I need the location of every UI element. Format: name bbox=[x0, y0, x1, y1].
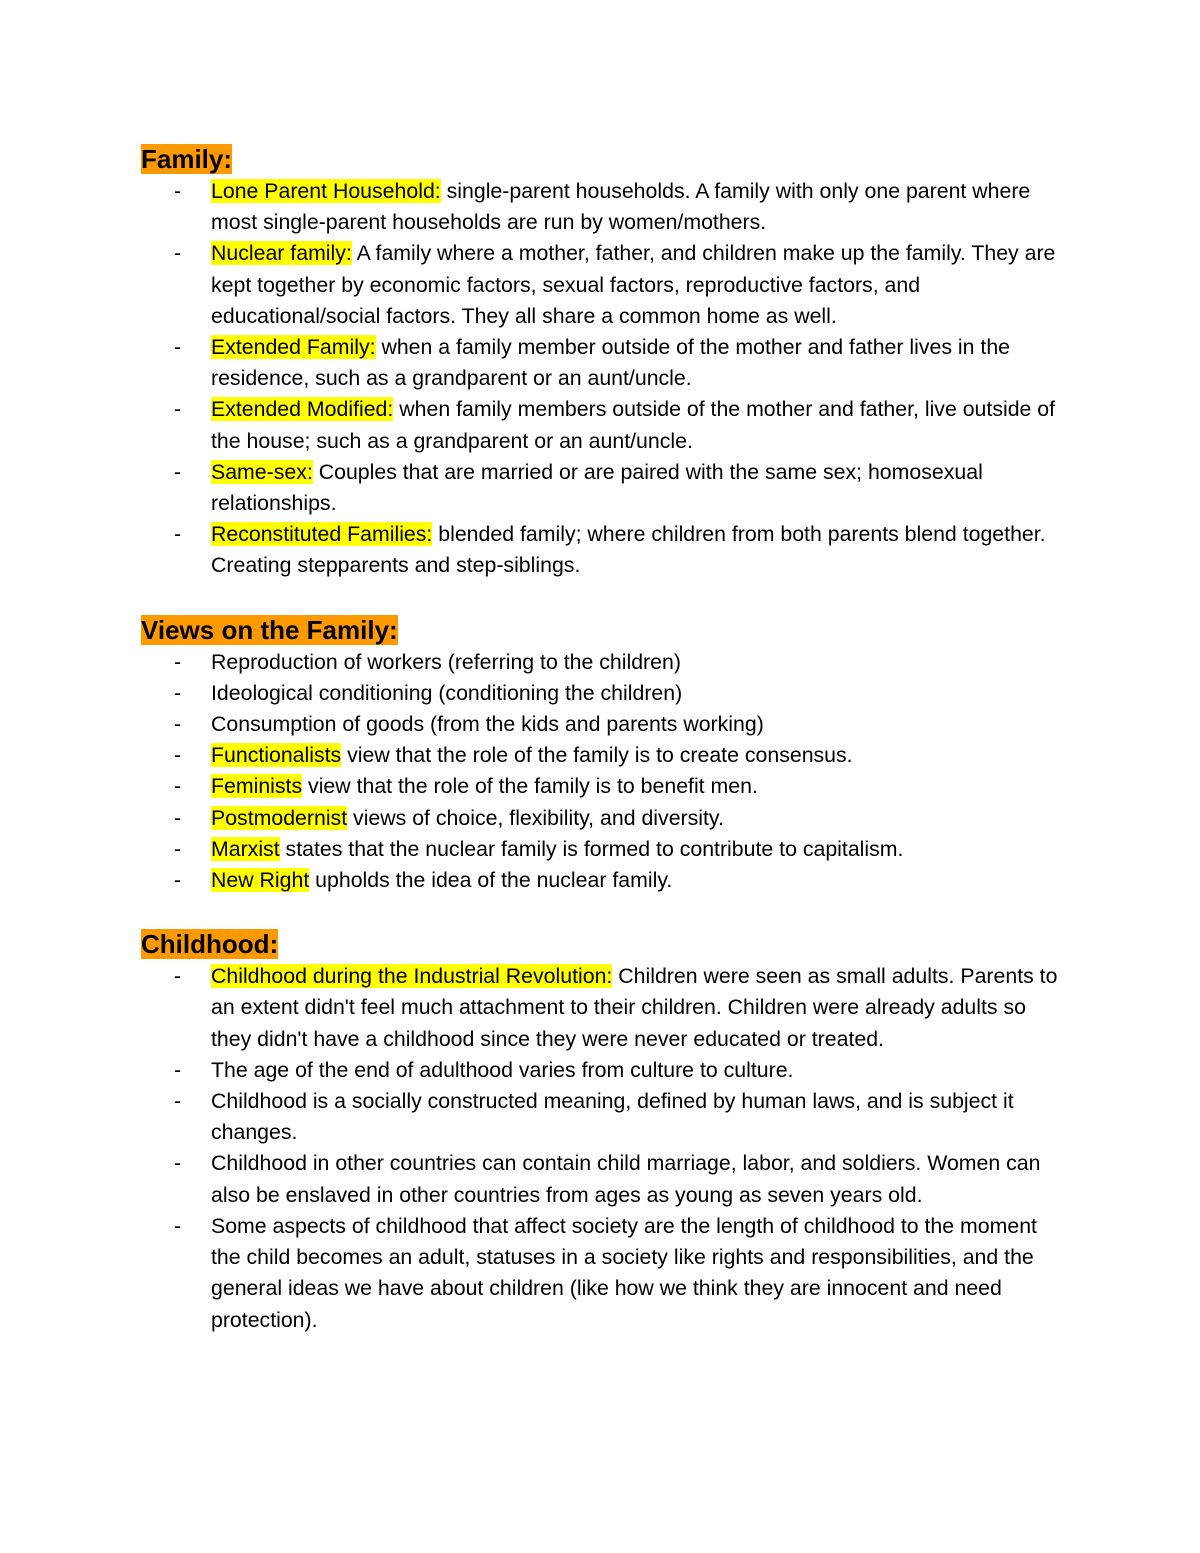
section-childhood bbox=[141, 927, 1071, 1335]
item-text: view that the role of the family is to create consensus. bbox=[341, 743, 853, 768]
item-text: Some aspects of childhood that affect society are the length of childhood to the moment the child becomes an adult, statuses in a society like rights and responsibilities, and the general ideas we have about children (like how we think they are innocent and need protection). bbox=[211, 1213, 1037, 1332]
bullet-dash: - bbox=[174, 397, 182, 422]
list-item bbox=[141, 740, 1071, 771]
document-body bbox=[141, 142, 1071, 1336]
highlighted-term: Feminists bbox=[211, 774, 303, 799]
list-item bbox=[141, 647, 1071, 678]
highlighted-term: Postmodernist bbox=[211, 805, 348, 830]
section-heading-text: Views on the Family: bbox=[141, 614, 398, 645]
highlighted-term: Extended Family: bbox=[211, 335, 376, 360]
highlighted-term: New Right bbox=[211, 868, 310, 893]
highlighted-term: Reconstituted Families: bbox=[211, 522, 433, 547]
item-text: The age of the end of adulthood varies from culture to culture. bbox=[211, 1057, 794, 1082]
item-text: Childhood in other countries can contain child marriage, labor, and soldiers. Women can also be enslaved in other countries from ages as young as seven years old. bbox=[211, 1151, 1041, 1207]
section-views-on-the-family bbox=[141, 613, 1071, 897]
item-text: A family where a mother, father, and children make up the family. They are kept together by economic factors, sexual factors, reproductive factors, and educational/social factors. They all share a common home as well. bbox=[211, 241, 1056, 328]
bullet-dash: - bbox=[174, 179, 182, 203]
item-text: Reproduction of workers (referring to the children) bbox=[211, 649, 681, 674]
highlighted-term: Lone Parent Household: bbox=[211, 179, 441, 203]
highlighted-term: Childhood during the Industrial Revolution: bbox=[211, 964, 613, 989]
highlighted-term: Extended Modified: bbox=[211, 397, 394, 422]
list-item bbox=[141, 457, 1071, 519]
bullet-dash: - bbox=[174, 836, 182, 861]
list-item bbox=[141, 394, 1071, 456]
item-text: when a family member outside of the mother and father lives in the residence, such as a grandparent or an aunt/uncle. bbox=[211, 335, 1011, 391]
bullet-dash: - bbox=[174, 459, 182, 484]
section-family bbox=[141, 142, 1071, 582]
list-item bbox=[141, 865, 1071, 896]
item-text: states that the nuclear family is formed to contribute to capitalism. bbox=[279, 836, 904, 861]
item-text: Couples that are married or are paired with the same sex; homosexual relationships. bbox=[211, 459, 983, 516]
section-heading-text: Childhood: bbox=[141, 929, 279, 960]
item-text: view that the role of the family is to benefit men. bbox=[302, 774, 758, 799]
list-item bbox=[141, 332, 1071, 394]
item-text: Children were seen as small adults. Parents to an extent didn't feel much attachment to their children. Children were already adults so they didn't have a childhood since they were never educated or treated. bbox=[211, 964, 1058, 1051]
list-item bbox=[141, 803, 1071, 834]
section-heading bbox=[141, 927, 1071, 961]
item-text: views of choice, flexibility, and diversity. bbox=[347, 805, 724, 830]
bullet-dash: - bbox=[174, 964, 182, 989]
bullet-dash: - bbox=[174, 649, 182, 674]
list-item bbox=[141, 709, 1071, 740]
list-item bbox=[141, 519, 1071, 581]
section-heading bbox=[141, 142, 1071, 176]
highlighted-term: Same-sex: bbox=[211, 459, 313, 484]
section-heading bbox=[141, 613, 1071, 647]
bullet-dash: - bbox=[174, 805, 182, 830]
bullet-dash: - bbox=[174, 774, 182, 799]
highlighted-term: Marxist bbox=[211, 836, 280, 861]
bullet-dash: - bbox=[174, 1057, 182, 1082]
list-item bbox=[141, 1086, 1071, 1148]
list-item bbox=[141, 238, 1071, 332]
list-item bbox=[141, 678, 1071, 709]
list-item bbox=[141, 961, 1071, 1055]
bullet-list bbox=[141, 176, 1071, 582]
bullet-dash: - bbox=[174, 1089, 182, 1114]
bullet-dash: - bbox=[174, 241, 182, 266]
bullet-dash: - bbox=[174, 1213, 182, 1238]
item-text: single-parent households. A family with only one parent where most single-parent households are run by women/mothers. bbox=[211, 179, 1031, 235]
bullet-dash: - bbox=[174, 680, 182, 705]
bullet-dash: - bbox=[174, 868, 182, 893]
item-text: Ideological conditioning (conditioning the children) bbox=[211, 680, 683, 705]
bullet-dash: - bbox=[174, 522, 182, 547]
list-item bbox=[141, 1211, 1071, 1336]
item-text: Consumption of goods (from the kids and parents working) bbox=[211, 712, 764, 737]
list-item bbox=[141, 1055, 1071, 1086]
item-text: when family members outside of the mother and father, live outside of the house; such as a grandparent or an aunt/uncle. bbox=[211, 397, 1056, 453]
bullet-list bbox=[141, 961, 1071, 1335]
item-text: Childhood is a socially constructed meaning, defined by human laws, and is subject it changes. bbox=[211, 1089, 1014, 1145]
list-item bbox=[141, 834, 1071, 865]
highlighted-term: Nuclear family: bbox=[211, 241, 352, 266]
highlighted-term: Functionalists bbox=[211, 743, 342, 768]
bullet-dash: - bbox=[174, 712, 182, 737]
section-heading-text: Family: bbox=[141, 144, 233, 174]
item-text: upholds the idea of the nuclear family. bbox=[309, 868, 673, 893]
bullet-dash: - bbox=[174, 743, 182, 768]
list-item bbox=[141, 771, 1071, 802]
bullet-dash: - bbox=[174, 335, 182, 360]
bullet-list bbox=[141, 647, 1071, 897]
item-text: blended family; where children from both parents blend together. Creating stepparents and step-siblings. bbox=[211, 522, 1046, 578]
bullet-dash: - bbox=[174, 1151, 182, 1176]
list-item bbox=[141, 176, 1071, 238]
list-item bbox=[141, 1148, 1071, 1210]
